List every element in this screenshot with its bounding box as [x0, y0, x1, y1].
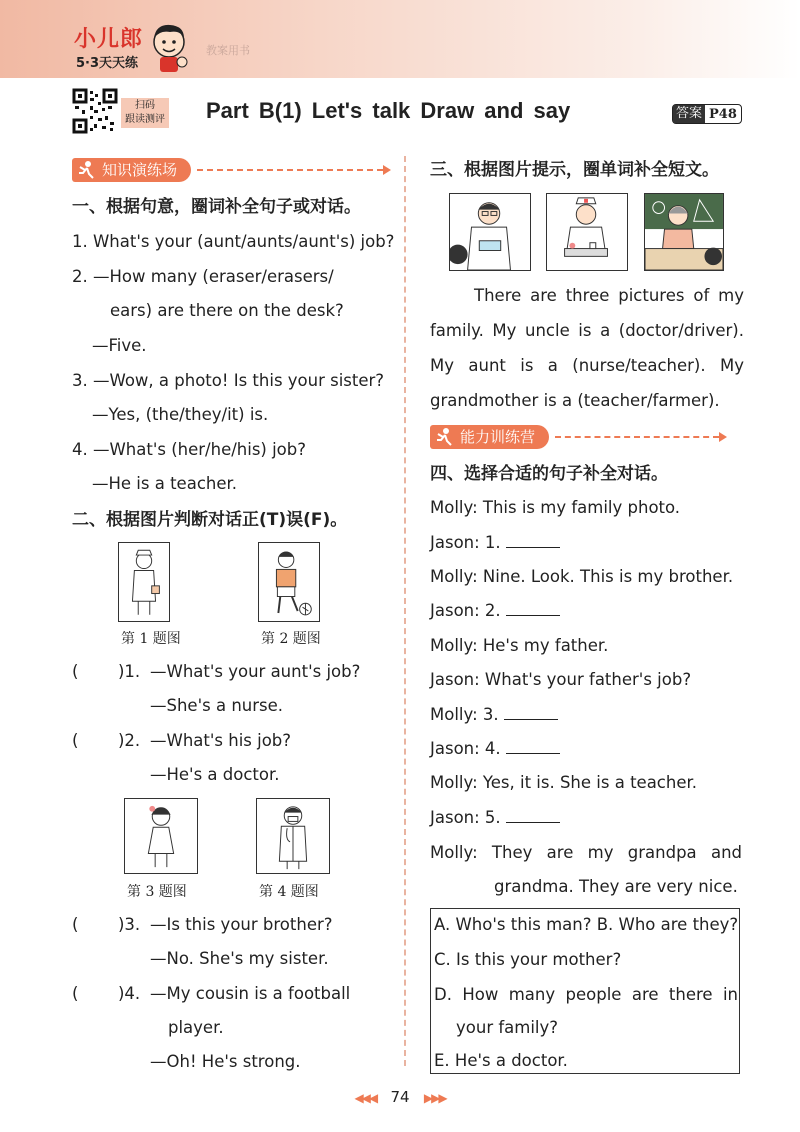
page-footer — [0, 1088, 800, 1106]
part4-heading: 四、选择合适的句子补全对话。 — [430, 464, 668, 484]
option-line: your family? — [456, 1018, 559, 1037]
section-badge-label: 能力训练营 — [460, 428, 536, 446]
part1-line: 4. —What's (her/he/his) job? — [72, 440, 307, 459]
aunt-nurse-picture — [546, 193, 628, 271]
passage-line: family. My uncle is a (doctor/driver). — [430, 321, 744, 340]
part1-line: —He is a teacher. — [92, 474, 238, 493]
answer-blank[interactable] — [504, 704, 558, 720]
picture-caption: 第 1 题图 — [121, 631, 181, 647]
answer-blank[interactable] — [506, 600, 560, 616]
passage-line: There are three pictures of my — [474, 286, 744, 305]
dialogue-line: grandma. They are very nice. — [494, 877, 738, 896]
girl-picture — [124, 798, 198, 874]
part1-line: ears) are there on the desk? — [110, 301, 344, 320]
section-badge-practice — [72, 158, 391, 182]
option-line: C. Is this your mother? — [434, 950, 622, 969]
part1-heading: 一、根据句意，圈词补全句子或对话。 — [72, 197, 361, 217]
part1-line: —Yes, (the/they/it) is. — [92, 405, 269, 424]
answer-paren[interactable]: ( — [72, 915, 79, 934]
picture-caption: 第 4 题图 — [259, 884, 319, 900]
option-line: D. How many people are there in — [434, 985, 738, 1004]
dialogue-line: Jason: 1. — [430, 532, 560, 554]
dialogue-line: Molly: This is my family photo. — [430, 498, 681, 517]
runner-icon — [434, 427, 454, 447]
nurse-picture — [118, 542, 170, 622]
item-answer: —She's a nurse. — [150, 696, 284, 715]
item-answer: —No. She's my sister. — [150, 949, 329, 968]
item-answer: —He's a doctor. — [150, 765, 280, 784]
left-arrows-icon: ◀◀◀ — [354, 1091, 377, 1105]
dialogue-line: Jason: 4. — [430, 738, 560, 760]
picture-caption: 第 3 题图 — [127, 884, 187, 900]
scan-label[interactable] — [121, 98, 169, 128]
section-badge-ability — [430, 425, 727, 449]
answer-blank[interactable] — [506, 738, 560, 754]
scan-label-line2: 跟读测评 — [125, 114, 165, 125]
runner-icon — [76, 160, 96, 180]
option-line: E. He's a doctor. — [434, 1051, 568, 1070]
dialogue-line: Jason: 5. — [430, 807, 560, 829]
item-answer: —Oh! He's strong. — [150, 1052, 301, 1071]
answer-blank[interactable] — [506, 532, 560, 548]
answer-label: 答案 — [673, 105, 705, 123]
part1-line: 3. —Wow, a photo! Is this your sister? — [72, 371, 385, 390]
answer-badge — [672, 104, 742, 124]
item-number: )2. — [118, 731, 141, 750]
right-arrows-icon: ▶▶▶ — [423, 1091, 446, 1105]
answer-paren[interactable]: ( — [72, 731, 79, 750]
item-question: —My cousin is a football — [150, 984, 351, 1003]
item-question: —What's his job? — [150, 731, 292, 750]
mascot-boy-icon — [146, 20, 192, 74]
part3-heading: 三、根据图片提示，圈单词补全短文。 — [430, 160, 719, 180]
part1-line: 2. —How many (eraser/erasers/ — [72, 267, 334, 286]
logo: 小儿郎 — [74, 27, 144, 52]
picture-caption: 第 2 题图 — [261, 631, 321, 647]
option-line: A. Who's this man? B. Who are they? — [434, 915, 739, 934]
qr-code-icon[interactable] — [72, 88, 118, 134]
faint-header-text: 教案用书 — [206, 44, 250, 57]
doctor-picture — [256, 798, 330, 874]
part2-heading: 二、根据图片判断对话正(T)误(F)。 — [72, 510, 348, 530]
passage-line: My aunt is a (nurse/teacher). My — [430, 356, 744, 375]
dialogue-line: Molly: They are my grandpa and — [430, 843, 742, 862]
section-badge-label: 知识演练场 — [102, 161, 178, 179]
answer-page: P48 — [709, 106, 737, 122]
page-title: Part B(1) Let's talk Draw and say — [206, 98, 571, 123]
answer-paren[interactable]: ( — [72, 662, 79, 681]
uncle-doctor-picture — [449, 193, 531, 271]
item-question: —Is this your brother? — [150, 915, 333, 934]
column-divider — [404, 156, 406, 1066]
part1-line: —Five. — [92, 336, 147, 355]
item-number: )3. — [118, 915, 141, 934]
dialogue-line: Jason: 2. — [430, 600, 560, 622]
item-number: )4. — [118, 984, 141, 1003]
grandmother-teacher-picture — [644, 193, 724, 271]
dialogue-line: Molly: Nine. Look. This is my brother. — [430, 567, 734, 586]
page-number: 74 — [390, 1088, 410, 1106]
passage-line: grandmother is a (teacher/farmer). — [430, 391, 720, 410]
answer-paren[interactable]: ( — [72, 984, 79, 1003]
dialogue-line: Molly: 3. — [430, 704, 558, 726]
item-question-cont: player. — [168, 1018, 224, 1037]
answer-blank[interactable] — [506, 807, 560, 823]
logo-subtitle: 5·3天天练 — [76, 56, 139, 71]
dialogue-line: Jason: What's your father's job? — [430, 670, 692, 689]
football-boy-picture — [258, 542, 320, 622]
scan-label-line1: 扫码 — [135, 100, 155, 111]
part1-line: 1. What's your (aunt/aunts/aunt's) job? — [72, 232, 395, 251]
item-question: —What's your aunt's job? — [150, 662, 361, 681]
dialogue-line: Molly: He's my father. — [430, 636, 609, 655]
item-number: )1. — [118, 662, 141, 681]
dialogue-line: Molly: Yes, it is. She is a teacher. — [430, 773, 697, 792]
